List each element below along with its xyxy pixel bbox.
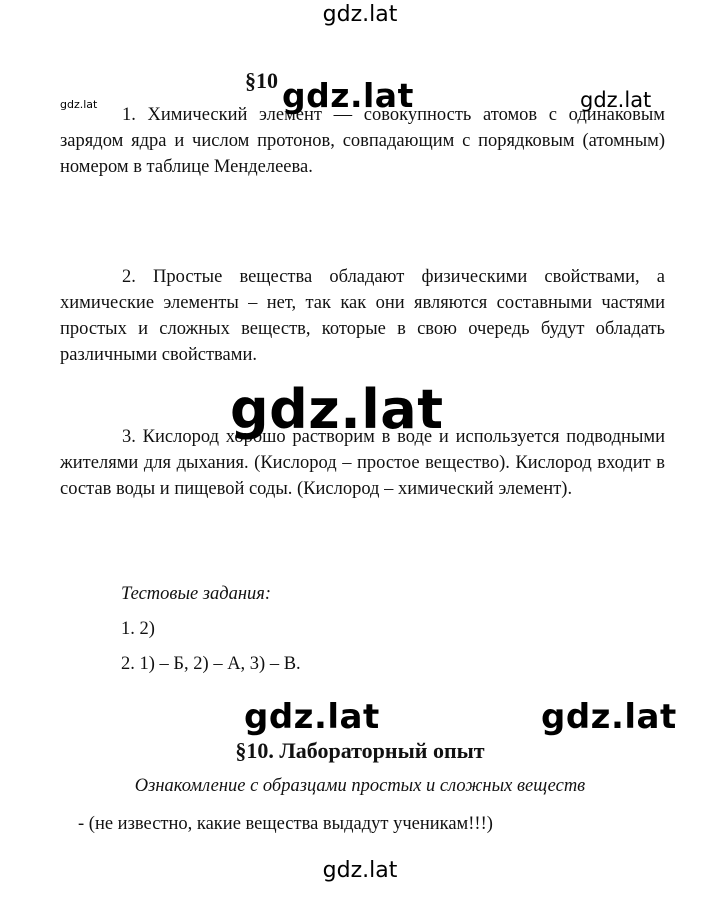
test-answer-2: 2. 1) – Б, 2) – А, 3) – В.: [121, 654, 301, 674]
watermark-bold-3: gdz.lat: [244, 697, 380, 737]
watermark-bold-4: gdz.lat: [541, 697, 677, 737]
paragraph-1: 1. Химический элемент — совокупность атомов с одинаковым зарядом ядра и числом протонов, совпадающим с порядковым (атомным) номером в таблице Менделеева.: [60, 105, 665, 177]
test-answer-1: 1. 2): [121, 619, 155, 639]
watermark-bottom: gdz.lat: [322, 858, 398, 883]
paragraph-3: 3. Кислород хорошо растворим в воде и используется подводными жителями для дыхания. (Кислород – простое вещество). Кислород входит в состав воды и пищевой соды. (Кислород – химический элемент).: [60, 427, 665, 499]
section-title: §10: [245, 68, 278, 93]
lab-note: - (не известно, какие вещества выдадут ученикам!!!): [78, 814, 493, 834]
watermark-right: gdz.lat: [580, 88, 652, 112]
watermark-top: gdz.lat: [322, 2, 398, 27]
watermark-bold-1: gdz.lat: [282, 76, 414, 115]
tests-heading: Тестовые задания:: [121, 584, 272, 604]
lab-title: §10. Лабораторный опыт: [235, 738, 485, 763]
paragraph-2: 2. Простые вещества обладают физическими свойствами, а химические элементы – нет, так как они являются составными частями простых и сложных веществ, которые в свою очередь будут обладать различными свойствами.: [60, 267, 665, 365]
lab-subtitle: Ознакомление с образцами простых и сложных веществ: [134, 776, 586, 796]
watermark-small-left: gdz.lat: [60, 98, 98, 111]
watermark-bold-2: gdz.lat: [230, 378, 444, 441]
